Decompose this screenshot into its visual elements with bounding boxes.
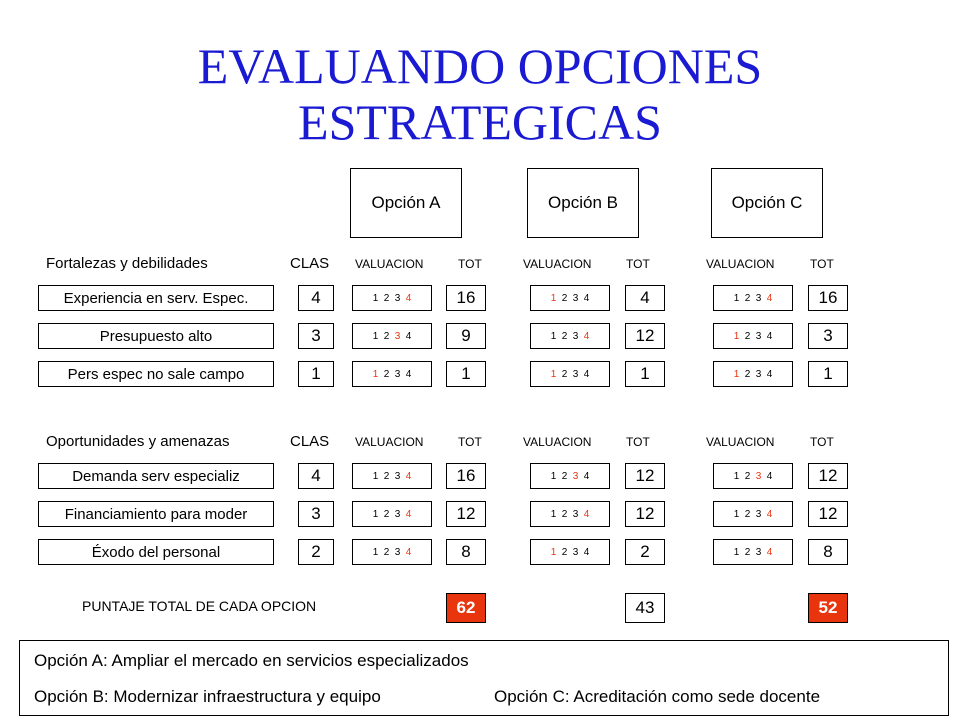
rating-number: 4 <box>583 546 590 558</box>
rating-scale <box>713 323 793 349</box>
rating-number: 1 <box>550 368 557 380</box>
rating-number: 3 <box>394 330 401 342</box>
rating-number: 4 <box>766 330 773 342</box>
rating-number: 4 <box>583 292 590 304</box>
rating-number: 2 <box>383 546 390 558</box>
total-value: 8 <box>446 539 486 565</box>
rating-number: 3 <box>572 330 579 342</box>
rating-number: 4 <box>405 470 412 482</box>
rating-scale <box>352 323 432 349</box>
total-value: 12 <box>625 323 665 349</box>
option-a-header: Opción A <box>350 168 462 238</box>
clas-value: 1 <box>298 361 334 387</box>
rating-number: 1 <box>372 330 379 342</box>
rating-scale <box>713 361 793 387</box>
total-value: 1 <box>446 361 486 387</box>
rating-number: 3 <box>572 368 579 380</box>
legend-option-b: Opción B: Modernizar infraestructura y equipo <box>34 687 381 706</box>
tot-header: TOT <box>458 257 482 271</box>
rating-number: 1 <box>372 546 379 558</box>
rating-number: 2 <box>383 508 390 520</box>
rating-number: 1 <box>733 508 740 520</box>
rating-scale <box>530 501 610 527</box>
rating-number: 4 <box>766 508 773 520</box>
total-value: 1 <box>808 361 848 387</box>
rating-number: 2 <box>744 292 751 304</box>
rating-scale <box>352 539 432 565</box>
total-option-a: 62 <box>446 593 486 623</box>
total-value: 12 <box>625 463 665 489</box>
rating-number: 2 <box>744 470 751 482</box>
total-option-c: 52 <box>808 593 848 623</box>
rating-number: 3 <box>394 292 401 304</box>
rating-number: 1 <box>372 470 379 482</box>
rating-scale <box>352 501 432 527</box>
rating-number: 3 <box>394 508 401 520</box>
tot-header: TOT <box>458 435 482 449</box>
rating-number: 3 <box>572 546 579 558</box>
rating-number: 1 <box>372 292 379 304</box>
rating-number: 4 <box>583 508 590 520</box>
total-value: 3 <box>808 323 848 349</box>
rating-number: 4 <box>766 470 773 482</box>
legend-option-c: Opción C: Acreditación como sede docente <box>494 687 821 706</box>
option-c-header: Opción C <box>711 168 823 238</box>
rating-number: 1 <box>733 330 740 342</box>
total-value: 12 <box>808 501 848 527</box>
rating-number: 3 <box>755 470 762 482</box>
options-legend <box>19 640 949 716</box>
rating-number: 3 <box>572 292 579 304</box>
total-value: 12 <box>446 501 486 527</box>
valuacion-header: VALUACION <box>355 435 424 449</box>
rating-number: 1 <box>550 508 557 520</box>
rating-number: 1 <box>733 470 740 482</box>
total-value: 16 <box>446 285 486 311</box>
rating-number: 4 <box>766 368 773 380</box>
total-value: 8 <box>808 539 848 565</box>
rating-number: 4 <box>405 508 412 520</box>
tot-header: TOT <box>626 257 650 271</box>
rating-number: 3 <box>755 330 762 342</box>
rating-number: 3 <box>755 508 762 520</box>
rating-scale <box>713 463 793 489</box>
option-b-header: Opción B <box>527 168 639 238</box>
rating-number: 1 <box>550 470 557 482</box>
valuacion-header: VALUACION <box>706 257 775 271</box>
rating-number: 1 <box>733 292 740 304</box>
rating-number: 2 <box>561 368 568 380</box>
rating-number: 2 <box>561 292 568 304</box>
rating-number: 2 <box>561 546 568 558</box>
rating-scale <box>530 285 610 311</box>
clas-value: 4 <box>298 463 334 489</box>
rating-number: 2 <box>744 330 751 342</box>
rating-number: 3 <box>394 546 401 558</box>
clas-value: 3 <box>298 501 334 527</box>
rating-number: 4 <box>405 546 412 558</box>
rating-number: 2 <box>744 508 751 520</box>
tot-header: TOT <box>810 257 834 271</box>
rating-number: 2 <box>561 330 568 342</box>
rating-number: 1 <box>372 368 379 380</box>
rating-number: 4 <box>405 330 412 342</box>
rating-number: 3 <box>394 470 401 482</box>
rating-number: 2 <box>744 546 751 558</box>
criterion-label: Demanda serv especializ <box>38 463 274 489</box>
rating-scale <box>530 361 610 387</box>
valuacion-header: VALUACION <box>523 435 592 449</box>
rating-number: 3 <box>572 508 579 520</box>
rating-number: 2 <box>383 470 390 482</box>
rating-number: 2 <box>383 368 390 380</box>
rating-number: 4 <box>405 368 412 380</box>
rating-number: 1 <box>372 508 379 520</box>
rating-scale <box>530 539 610 565</box>
rating-number: 3 <box>755 546 762 558</box>
valuacion-header: VALUACION <box>523 257 592 271</box>
total-value: 1 <box>625 361 665 387</box>
rating-number: 3 <box>572 470 579 482</box>
criterion-label: Experiencia en serv. Espec. <box>38 285 274 311</box>
total-value: 2 <box>625 539 665 565</box>
rating-number: 1 <box>550 292 557 304</box>
rating-number: 1 <box>733 546 740 558</box>
rating-number: 4 <box>583 368 590 380</box>
rating-scale <box>352 463 432 489</box>
rating-number: 4 <box>583 330 590 342</box>
rating-number: 2 <box>744 368 751 380</box>
rating-scale <box>352 361 432 387</box>
criterion-label: Financiamiento para moder <box>38 501 274 527</box>
total-value: 4 <box>625 285 665 311</box>
rating-number: 2 <box>561 508 568 520</box>
clas-value: 3 <box>298 323 334 349</box>
clas-header: CLAS <box>290 433 330 450</box>
rating-number: 3 <box>394 368 401 380</box>
rating-number: 2 <box>561 470 568 482</box>
rating-scale <box>530 463 610 489</box>
rating-number: 3 <box>755 292 762 304</box>
total-option-b: 43 <box>625 593 665 623</box>
page-title-line2: ESTRATEGICAS <box>298 94 662 150</box>
rating-scale <box>713 539 793 565</box>
rating-number: 3 <box>755 368 762 380</box>
total-value: 16 <box>446 463 486 489</box>
total-score-label: PUNTAJE TOTAL DE CADA OPCION <box>82 598 317 614</box>
rating-number: 1 <box>550 546 557 558</box>
rating-scale <box>352 285 432 311</box>
tot-header: TOT <box>810 435 834 449</box>
criterion-label: Presupuesto alto <box>38 323 274 349</box>
clas-value: 4 <box>298 285 334 311</box>
clas-header: CLAS <box>290 255 330 272</box>
page-title-line1: EVALUANDO OPCIONES <box>197 38 763 94</box>
total-value: 16 <box>808 285 848 311</box>
rating-number: 2 <box>383 292 390 304</box>
clas-value: 2 <box>298 539 334 565</box>
section-label: Fortalezas y debilidades <box>46 255 208 272</box>
rating-number: 1 <box>550 330 557 342</box>
rating-number: 4 <box>583 470 590 482</box>
valuacion-header: VALUACION <box>355 257 424 271</box>
rating-number: 4 <box>405 292 412 304</box>
rating-number: 4 <box>766 546 773 558</box>
total-value: 9 <box>446 323 486 349</box>
legend-option-a: Opción A: Ampliar el mercado en servicios especializados <box>34 651 469 670</box>
rating-number: 1 <box>733 368 740 380</box>
rating-number: 2 <box>383 330 390 342</box>
valuacion-header: VALUACION <box>706 435 775 449</box>
section-label: Oportunidades y amenazas <box>46 433 230 450</box>
criterion-label: Pers espec no sale campo <box>38 361 274 387</box>
tot-header: TOT <box>626 435 650 449</box>
rating-scale <box>530 323 610 349</box>
rating-scale <box>713 285 793 311</box>
total-value: 12 <box>808 463 848 489</box>
total-value: 12 <box>625 501 665 527</box>
criterion-label: Éxodo del personal <box>38 539 274 565</box>
rating-scale <box>713 501 793 527</box>
rating-number: 4 <box>766 292 773 304</box>
